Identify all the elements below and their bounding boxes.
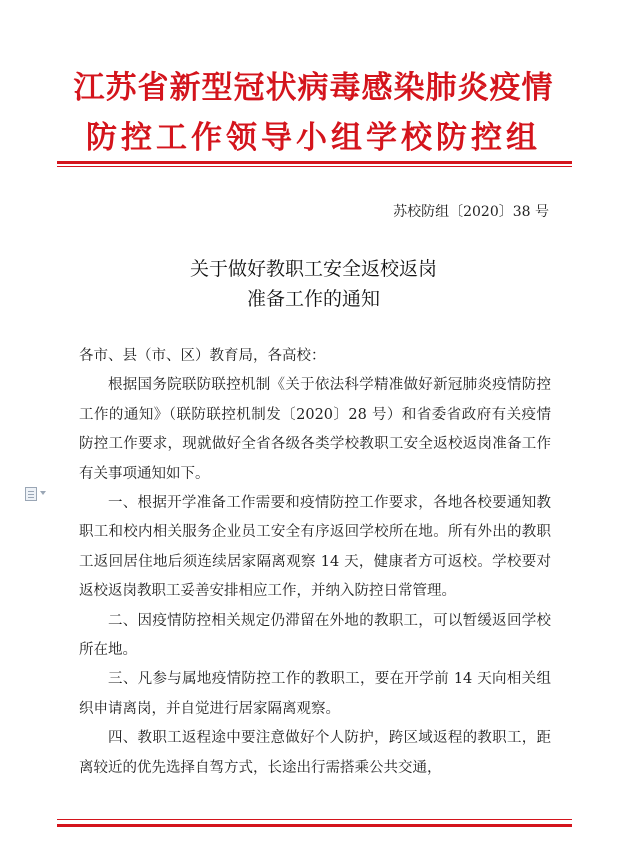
document-icon[interactable] <box>25 487 37 501</box>
paragraph-4: 四、教职工返程途中要注意做好个人防护，跨区域返程的教职工，距离较近的优先选择自驾方式，长途出行需搭乘公共交通， <box>79 730 551 776</box>
document-number: 苏校防组〔2020〕38 号 <box>393 204 549 220</box>
paragraph-2: 二、因疫情防控相关规定仍滞留在外地的教职工，可以暂缓返回学校所在地。 <box>79 612 551 659</box>
letterhead-line2: 防控工作领导小组学校防控组 <box>86 120 541 156</box>
paragraph-1: 一、根据开学准备工作需要和疫情防控工作要求，各地各校要通知教职工和校内相关服务企业员工安全有序返回学校所在地。所有外出的教职工返回居住地后须连续居家隔离观察 14 天，健康者方可返校。学校要对返校返岗教职工妥善安排相应工作，并纳入防控日常管理。 <box>79 495 551 600</box>
paragraph-3: 三、凡参与属地疫情防控工作的教职工，要在开学前 14 天向相关组织申请离岗，并自觉进行居家隔离观察。 <box>79 671 551 717</box>
document-body <box>79 342 551 783</box>
salutation: 各市、县（市、区）教育局，各高校： <box>79 348 326 364</box>
document-title-line2: 准备工作的通知 <box>246 288 380 310</box>
footer-red-rule-thin <box>57 819 572 820</box>
footer-red-rule-thick <box>57 824 572 827</box>
document-title <box>0 254 627 314</box>
header-red-rule-thick <box>57 161 572 164</box>
caret-down-icon[interactable] <box>40 491 46 495</box>
header-red-rule-thin <box>57 166 572 167</box>
letterhead-line1: 江苏省新型冠状病毒感染肺炎疫情 <box>73 70 554 106</box>
document-title-line1: 关于做好教职工安全返校返岗 <box>189 258 437 280</box>
letterhead <box>0 66 627 160</box>
paragraph-intro: 根据国务院联防联控机制《关于依法科学精准做好新冠肺炎疫情防控工作的通知》（联防联控机制发〔2020〕28 号）和省委省政府有关疫情防控工作要求，现就做好全省各级各类学校教职工安全返校返岗准备工作有关事项通知如下。 <box>79 377 551 482</box>
